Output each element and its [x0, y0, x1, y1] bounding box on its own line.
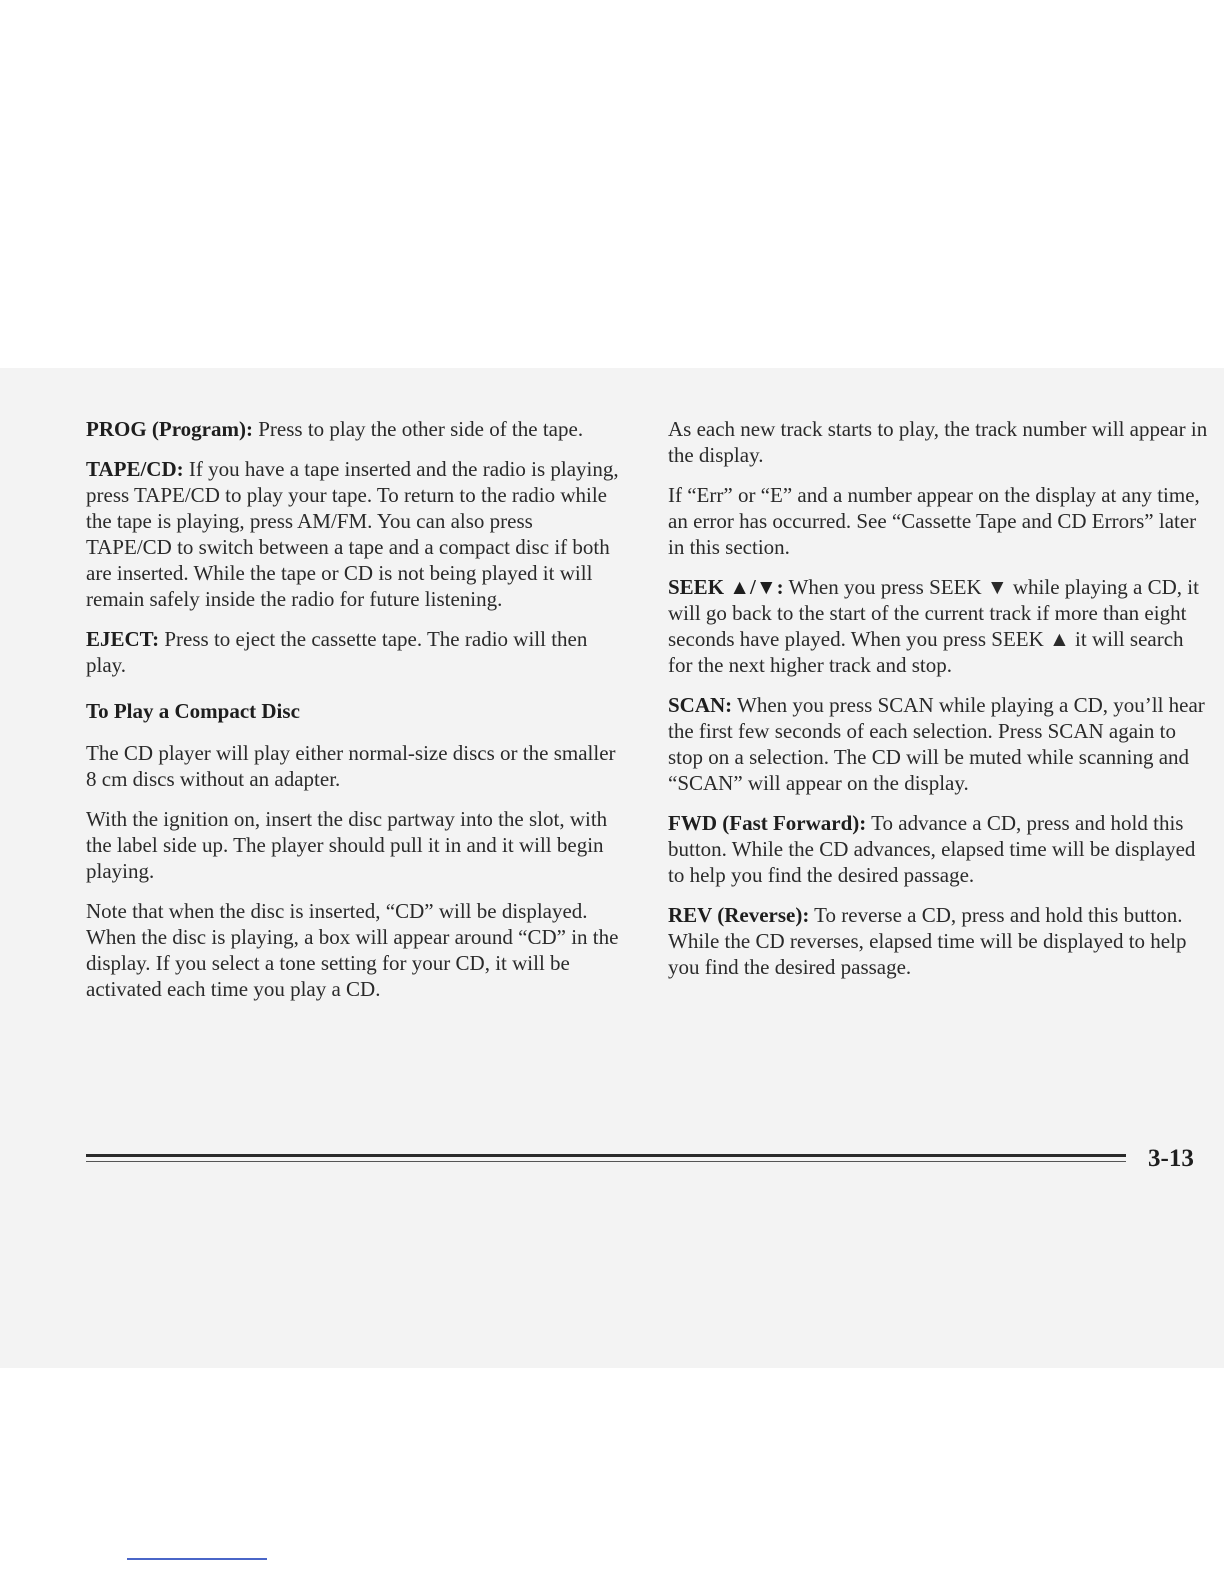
scan-paragraph — [668, 692, 1208, 796]
tapecd-paragraph — [86, 456, 622, 612]
track-paragraph: As each new track starts to play, the track number will appear in the display. — [668, 417, 1208, 467]
prog-text: Press to play the other side of the tape. — [252, 417, 584, 441]
bottom-link-underline — [127, 1558, 267, 1560]
eject-paragraph — [86, 626, 622, 678]
left-column — [86, 416, 622, 1016]
footer-rule-thin — [86, 1161, 1126, 1162]
insert-disc-paragraph: With the ignition on, insert the disc partway into the slot, with the label side up. The player should pull it in and it will begin playing. — [86, 807, 608, 883]
page-number: 3-13 — [1148, 1145, 1194, 1172]
eject-text: Press to eject the cassette tape. The radio will then play. — [86, 627, 588, 677]
display-note-paragraph: Note that when the disc is inserted, “CD” will be displayed. When the disc is playing, a box will appear around “CD” in the display. If you select a tone setting for your CD, it will be activated each time you play a CD. — [86, 899, 619, 1001]
error-paragraph: If “Err” or “E” and a number appear on the display at any time, an error has occurred. See “Cassette Tape and CD Errors” later in this section. — [668, 483, 1200, 559]
eject-term: EJECT: — [86, 627, 160, 651]
fwd-term: FWD (Fast Forward): — [668, 811, 867, 835]
scan-term: SCAN: — [668, 693, 733, 717]
prog-paragraph — [86, 416, 622, 442]
fwd-paragraph — [668, 810, 1208, 888]
footer-rule — [86, 1154, 1126, 1164]
seek-text: When you press SEEK ▼ while playing a CD, it will go back to the start of the current track if more than eight seconds have played. When you press SEEK ▲ it will search for the next higher track and stop. — [668, 575, 1199, 677]
section-heading: To Play a Compact Disc — [86, 699, 300, 723]
tapecd-term: TAPE/CD: — [86, 457, 184, 481]
footer-rule-thick — [86, 1154, 1126, 1157]
prog-term: PROG (Program): — [86, 417, 253, 441]
tapecd-text: If you have a tape inserted and the radio is playing, press TAPE/CD to play your tape. To return to the radio while the tape is playing, press AM/FM. You can also press TAPE/CD to switch between a tape and a compact disc if both are inserted. While the tape or CD is not being played it will remain safely inside the radio for future listening. — [86, 457, 619, 611]
rev-paragraph — [668, 902, 1208, 980]
disc-size-paragraph: The CD player will play either normal-size discs or the smaller 8 cm discs without an adapter. — [86, 741, 616, 791]
right-column — [668, 416, 1208, 994]
seek-term: SEEK ▲/▼: — [668, 575, 784, 599]
seek-paragraph — [668, 574, 1208, 678]
scan-text: When you press SCAN while playing a CD, you’ll hear the first few seconds of each selection. Press SCAN again to stop on a selection. The CD will be muted while scanning and “SCAN” will appear on the display. — [668, 693, 1205, 795]
fwd-text: To advance a CD, press and hold this button. While the CD advances, elapsed time will be displayed to help you find the desired passage. — [668, 811, 1196, 887]
rev-text: To reverse a CD, press and hold this button. While the CD reverses, elapsed time will be displayed to help you find the desired passage. — [668, 903, 1187, 979]
rev-term: REV (Reverse): — [668, 903, 810, 927]
